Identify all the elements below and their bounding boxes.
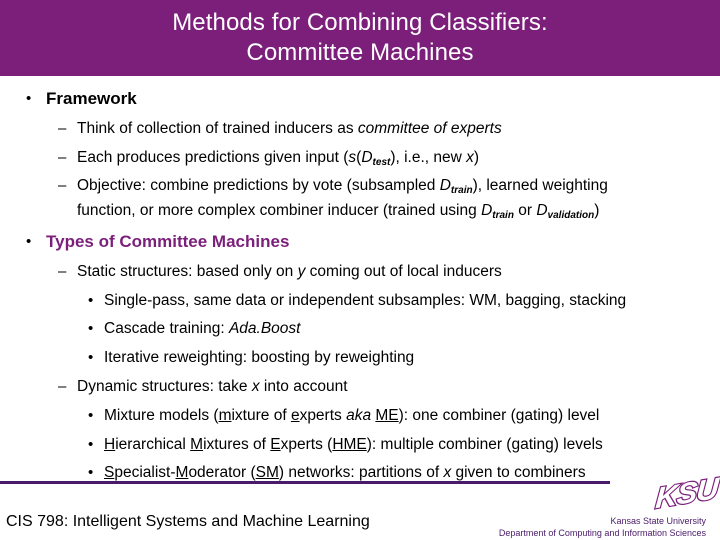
ksu-logo	[642, 468, 719, 516]
dash-icon: –	[58, 120, 67, 137]
dynamic-item-mixture: Mixture models (mixture of experts aka ME): one combiner (gating) level	[104, 407, 600, 424]
course-footer: CIS 798: Intelligent Systems and Machine Learning	[6, 513, 370, 530]
sub-bullet-icon: •	[88, 349, 94, 366]
framework-point-objective-line-2: function, or more complex combiner inducer (trained using $D_{train}$ or $D_{validation}$)	[77, 202, 600, 221]
department-name: Department of Computing and Information Sciences	[498, 528, 706, 538]
footer-rule	[0, 481, 610, 484]
dash-icon: –	[58, 263, 67, 280]
sub-bullet-icon: •	[88, 436, 94, 453]
dash-icon: –	[58, 378, 67, 395]
static-item-iterative: Iterative reweighting: boosting by reweighting	[104, 349, 415, 366]
framework-heading: Framework	[46, 89, 137, 108]
framework-point-predictions: Each produces predictions given input ($s(D_{test})$, i.e., new x)	[77, 149, 480, 168]
sub-bullet-icon: •	[88, 292, 94, 309]
framework-point-objective-line-1: Objective: combine predictions by vote (subsampled $D_{train}$), learned weighting	[77, 177, 608, 196]
sub-bullet-icon: •	[88, 464, 94, 481]
dynamic-structures: Dynamic structures: take x into account	[77, 378, 348, 395]
framework-point-committee: Think of collection of trained inducers as committee of experts	[77, 120, 502, 137]
static-structures: Static structures: based only on y coming out of local inducers	[77, 263, 502, 280]
dynamic-item-specialist: Specialist-Moderator (SM) networks: partitions of x given to combiners	[104, 464, 586, 481]
sub-bullet-icon: •	[88, 320, 94, 337]
static-item-single-pass: Single-pass, same data or independent subsamples: WM, bagging, stacking	[104, 292, 627, 309]
static-item-cascade: Cascade training: Ada.Boost	[104, 320, 301, 337]
sub-bullet-icon: •	[88, 407, 94, 424]
bullet-icon: •	[26, 233, 32, 250]
dynamic-item-hierarchical: Hierarchical Mixtures of Experts (HME): multiple combiner (gating) levels	[104, 436, 603, 453]
dash-icon: –	[58, 149, 67, 166]
bullet-icon: •	[26, 90, 32, 107]
ksu-logo-text: KSU	[654, 471, 719, 516]
university-name: Kansas State University	[610, 516, 706, 526]
slide-title-line-1: Methods for Combining Classifiers:	[172, 9, 548, 36]
title-bar	[0, 0, 720, 76]
types-heading: Types of Committee Machines	[46, 232, 290, 251]
slide-title-line-2: Committee Machines	[246, 39, 474, 66]
dash-icon: –	[58, 177, 67, 194]
